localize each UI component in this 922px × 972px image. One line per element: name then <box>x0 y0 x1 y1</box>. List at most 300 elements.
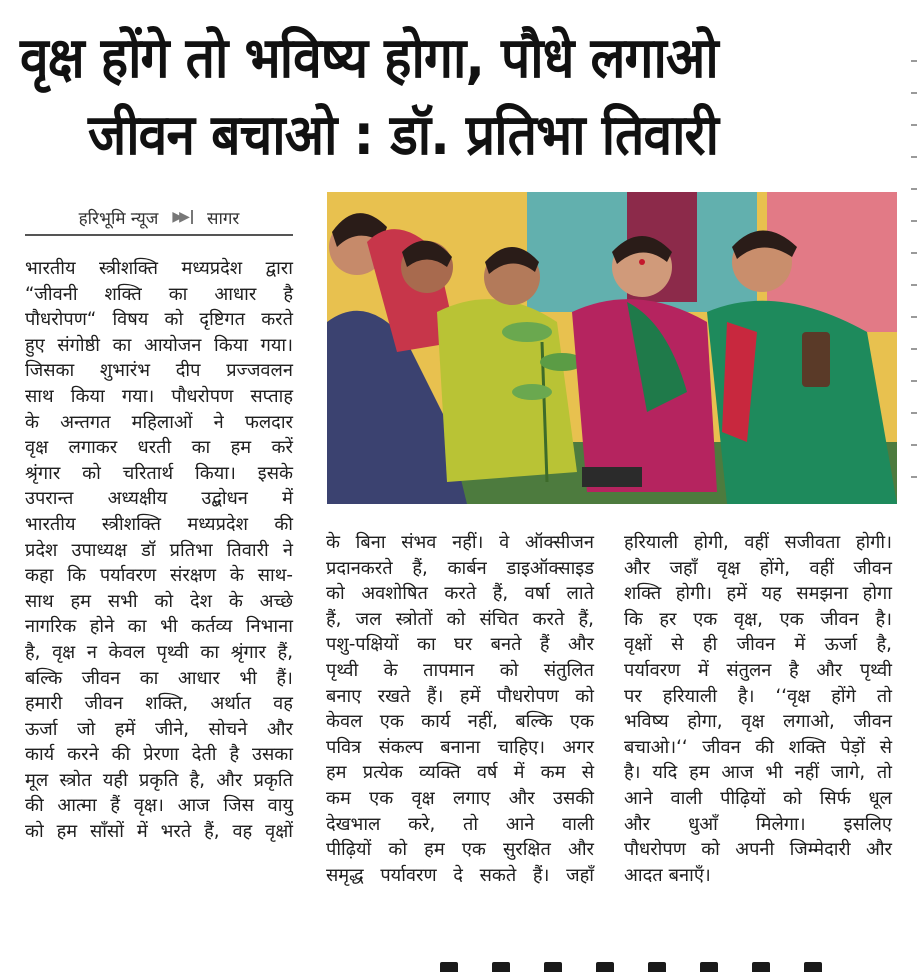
word: का <box>139 667 159 689</box>
word: भविष्य <box>624 711 669 733</box>
word: प्रकृति <box>253 769 293 791</box>
word: आने <box>505 813 535 835</box>
text-line <box>25 384 293 410</box>
text-line <box>25 819 293 845</box>
word: वृक्ष <box>411 787 435 809</box>
word: अन्तगत <box>60 411 111 433</box>
word: लाते <box>566 583 594 605</box>
word: जहाँ <box>669 557 698 579</box>
word: घर <box>454 634 473 656</box>
word: बचाओ।‘‘ <box>624 736 688 758</box>
glyph-fragment <box>596 962 614 972</box>
word: पीढ़ियों <box>720 787 766 809</box>
word: हैं, <box>326 608 342 630</box>
word: संरक्षण <box>170 565 216 587</box>
word: के <box>326 532 340 553</box>
word: है <box>283 283 293 305</box>
word: बल्कि <box>25 667 63 689</box>
word: करे, <box>408 813 436 835</box>
text-line <box>25 461 293 487</box>
text-line <box>25 486 293 512</box>
word: कम <box>326 787 351 809</box>
text-line <box>25 538 293 564</box>
word: महिलाओं <box>131 411 193 433</box>
word: संतुलन <box>726 659 772 681</box>
word: होगी। <box>855 532 892 553</box>
word: आने <box>624 787 653 809</box>
word: का <box>112 334 132 356</box>
word: वृक्ष <box>716 557 741 579</box>
word: शक्ति <box>104 283 142 305</box>
word: वहीं <box>809 557 835 579</box>
word: सभी <box>107 590 138 612</box>
word: प्रदेश <box>25 539 58 561</box>
word: अच्छे <box>259 590 293 612</box>
word: वृक्षों <box>624 634 652 656</box>
word: प्रदानकरते <box>326 557 393 579</box>
word: होंगे <box>831 685 856 707</box>
word: वहीं <box>744 532 769 553</box>
text-line <box>25 307 293 333</box>
word: सकते <box>479 864 517 886</box>
text-line <box>25 768 293 794</box>
word: आत्मा <box>57 795 97 817</box>
word: प्रेरणा <box>143 744 179 766</box>
word: प्रकृति <box>139 769 179 791</box>
word: गया। <box>260 334 293 356</box>
word: व्यक्ति <box>419 762 461 784</box>
word: वह <box>273 693 293 715</box>
word: की <box>111 744 131 766</box>
word: कार्बन <box>447 557 487 579</box>
word: जिस <box>223 795 254 817</box>
word: देश <box>189 590 213 612</box>
word: ने <box>282 539 293 561</box>
word: जो <box>77 718 96 740</box>
word: केवल <box>326 711 363 733</box>
word: की <box>755 736 774 758</box>
word: हैं <box>539 634 550 656</box>
word: वे <box>499 532 510 553</box>
word: आधार <box>214 283 257 305</box>
word: तो <box>876 685 892 707</box>
word: सोचने <box>208 718 248 740</box>
text-line <box>25 793 293 819</box>
word: तो <box>462 813 479 835</box>
text-line <box>624 556 892 582</box>
word: कम <box>540 762 566 784</box>
word: जीवन <box>853 711 892 733</box>
text-line <box>326 556 594 582</box>
word: भारतीय <box>25 513 76 535</box>
byline <box>25 200 293 236</box>
word: स्त्रोतों <box>395 608 433 630</box>
word: हमें <box>726 583 748 605</box>
adjacent-column-edge <box>907 40 922 960</box>
word: जिम्मेदारी <box>789 839 851 861</box>
text-line <box>25 614 293 640</box>
word: प्रत्येक <box>362 762 403 784</box>
word: एक <box>693 608 718 630</box>
word: चाहिए। <box>497 736 546 758</box>
edge-mark <box>911 156 917 158</box>
word: और <box>865 839 892 861</box>
word: कि <box>67 565 86 587</box>
word: “जीवनी <box>25 283 78 305</box>
word: तापमान <box>423 659 475 681</box>
word: बनाएँ। <box>668 864 711 886</box>
word: पौधरोपण“ <box>25 309 97 331</box>
word: इसके <box>257 462 293 484</box>
word: श्रृंगार <box>230 641 266 663</box>
word: कहा <box>25 565 54 587</box>
text-line <box>624 863 892 889</box>
edge-mark <box>911 124 917 126</box>
word: हरियाली <box>624 532 679 553</box>
word: होगा, <box>687 711 723 733</box>
photo-illustration <box>327 192 897 504</box>
word: हम <box>230 437 252 459</box>
text-line <box>624 632 892 658</box>
word: में <box>794 634 806 656</box>
word: पौधरोपण <box>496 685 559 707</box>
word: पीढ़ियों <box>326 839 372 861</box>
word: पृथ्वी <box>326 659 359 681</box>
word: सजीवता <box>784 532 841 553</box>
word: वह <box>232 821 253 843</box>
word: वृक्ष <box>25 437 49 459</box>
word: करते <box>444 583 477 605</box>
word: नहीं। <box>452 532 484 553</box>
word: ऊर्जा <box>824 634 858 656</box>
word: मध्यप्रदेश <box>187 513 248 535</box>
word: का <box>127 616 147 638</box>
word: देती <box>191 744 217 766</box>
edge-mark <box>911 284 917 286</box>
word: जीवन <box>820 608 859 630</box>
word: रखते <box>377 685 411 707</box>
word: हैं। <box>276 667 293 689</box>
text-line <box>25 435 293 461</box>
edge-mark <box>911 444 917 446</box>
word: हम <box>424 839 445 861</box>
word: पर्यावरण <box>380 864 437 886</box>
word: और <box>567 839 594 861</box>
word: हैं, <box>277 641 293 663</box>
word: में <box>513 762 525 784</box>
word: से <box>879 736 892 758</box>
word: यह <box>761 583 782 605</box>
word: बिना <box>355 532 386 553</box>
word: अर्थात <box>210 693 251 715</box>
word: की <box>274 513 293 535</box>
word: पर <box>624 685 642 707</box>
word: बनाना <box>440 736 481 758</box>
word: ‘‘वृक्ष <box>775 685 811 707</box>
word: मूल <box>25 769 49 791</box>
word: शक्ति, <box>145 693 189 715</box>
word: निभाना <box>245 616 293 638</box>
text-line <box>25 256 293 282</box>
word: वाली <box>562 813 594 835</box>
word: साथ <box>25 590 54 612</box>
word: लगाए <box>452 787 491 809</box>
word: विषय <box>112 309 149 331</box>
word: करें <box>271 437 293 459</box>
edge-mark <box>911 220 917 222</box>
word: साथ <box>25 385 54 407</box>
word: हैं <box>110 795 121 817</box>
word: और <box>216 769 243 791</box>
word: हम <box>56 821 78 843</box>
word: नहीं <box>794 762 820 784</box>
word: कार्य <box>421 711 451 733</box>
word: उपाध्यक्ष <box>71 539 127 561</box>
text-line <box>326 530 594 556</box>
word: करते <box>261 309 293 331</box>
word: शक्ति <box>788 736 826 758</box>
word: हुए <box>25 334 45 356</box>
word: और <box>266 718 293 740</box>
text-line <box>326 812 594 838</box>
word: है, <box>189 769 206 791</box>
word: नहीं, <box>467 711 498 733</box>
word: हैं, <box>578 608 594 630</box>
word: हरियाली <box>662 685 717 707</box>
text-line <box>25 563 293 589</box>
word: को <box>446 608 466 630</box>
word: पशु-पक्षियों <box>326 634 399 656</box>
edge-mark <box>911 252 917 254</box>
word: संगोष्ठी <box>57 334 101 356</box>
word: पेड़ों <box>840 736 866 758</box>
text-line <box>25 640 293 666</box>
word: अवशोषित <box>361 583 428 605</box>
word: तो <box>876 762 892 784</box>
word: वृक्ष। <box>133 795 164 817</box>
word: हर <box>659 608 677 630</box>
word: वृक्ष <box>741 711 765 733</box>
word: भारतीय <box>25 258 76 279</box>
fast-forward-icon: ▶▶ <box>172 209 193 225</box>
word: वृक्ष, <box>733 608 763 630</box>
word: किया <box>214 334 248 356</box>
word: भी <box>239 667 257 689</box>
word: समृद्ध <box>326 864 364 886</box>
word: लगाकर <box>68 437 118 459</box>
text-line <box>25 666 293 692</box>
word: दृष्टिगत <box>199 309 246 331</box>
word: है। <box>875 608 892 630</box>
word: भरते <box>160 821 192 843</box>
word: कि <box>624 608 643 630</box>
word: एक <box>369 787 394 809</box>
word: अध्यक्षीय <box>107 488 168 510</box>
word: स्त्रीशक्ति <box>99 258 159 279</box>
text-line <box>624 607 892 633</box>
word: प्रतिभा <box>169 539 213 561</box>
word: करने <box>67 744 99 766</box>
edge-mark <box>911 412 917 414</box>
word: भी <box>765 762 783 784</box>
word: प्रज्जवलन <box>226 360 293 382</box>
word: जीने, <box>154 718 190 740</box>
word: पर्यावरण <box>624 659 681 681</box>
word: को <box>25 821 44 843</box>
text-line <box>25 589 293 615</box>
word: है <box>229 744 240 766</box>
word: ने <box>213 411 224 433</box>
word: आधार <box>177 667 220 689</box>
word: वायु <box>267 795 293 817</box>
word: आदत <box>624 864 663 886</box>
text-line <box>25 717 293 743</box>
word: एक <box>461 839 486 861</box>
word: समझना <box>796 583 849 605</box>
word: में <box>282 488 293 510</box>
text-line <box>326 760 594 786</box>
text-line <box>624 684 892 710</box>
word: संकल्प <box>378 736 423 758</box>
word: जीवन <box>736 634 776 656</box>
word: के <box>229 565 244 587</box>
word: होने <box>89 616 115 638</box>
word: का <box>191 437 211 459</box>
word: जिसका <box>25 360 75 382</box>
word: शक्ति <box>624 583 662 605</box>
word: यदि <box>652 762 678 784</box>
word: और <box>567 634 594 656</box>
headline-line-2: जीवन बचाओ : डॉ. प्रतिभा तिवारी <box>88 103 719 168</box>
word: हमें <box>114 718 136 740</box>
word: केवल <box>108 641 145 663</box>
edge-mark <box>911 316 917 318</box>
word: साँसों <box>89 821 124 843</box>
word: स्त्रीशक्ति <box>101 513 161 535</box>
word: से <box>581 762 594 784</box>
word: एक <box>569 711 594 733</box>
word: हैं, <box>412 557 428 579</box>
word: को <box>783 787 802 809</box>
word: ही <box>702 634 718 656</box>
word: फलदार <box>244 411 293 433</box>
text-line <box>326 684 594 710</box>
word: उपरान्त <box>25 488 74 510</box>
word: मिलेगा। <box>755 813 806 835</box>
word: वाली <box>670 787 703 809</box>
word: हमें <box>459 685 481 707</box>
word: का <box>168 283 188 305</box>
word: संचित <box>479 608 519 630</box>
word: होंगे, <box>759 557 791 579</box>
word: दीप <box>175 360 201 382</box>
word: वृक्षों <box>265 821 293 843</box>
text-line <box>25 742 293 768</box>
text-line <box>25 282 293 308</box>
glyph-fragment <box>544 962 562 972</box>
glyph-fragment <box>752 962 770 972</box>
article-photo <box>327 192 897 504</box>
word: धरती <box>137 437 172 459</box>
word: में <box>697 659 709 681</box>
glyph-fragment <box>804 962 822 972</box>
word: अपनी <box>735 839 775 861</box>
word: किया <box>70 385 105 407</box>
word: को <box>82 462 101 484</box>
text-line <box>624 709 892 735</box>
word: वर्ष <box>476 762 498 784</box>
word: होगी। <box>675 583 712 605</box>
word: ऊर्जा <box>25 718 58 740</box>
word: भी <box>160 616 178 638</box>
word: नागरिक <box>25 616 77 638</box>
word: बनाए <box>326 685 362 707</box>
word: धूल <box>868 787 892 809</box>
word: साथ- <box>257 565 293 587</box>
word: मध्यप्रदेश <box>181 258 243 279</box>
word: हैं, <box>492 583 509 605</box>
text-line <box>624 760 892 786</box>
word: होगा <box>862 583 892 605</box>
word: पवित्र <box>326 736 362 758</box>
word: को <box>154 590 174 612</box>
word: एक <box>779 608 804 630</box>
article-column-1 <box>25 256 293 845</box>
text-line <box>326 607 594 633</box>
word: यही <box>102 769 128 791</box>
text-line <box>25 333 293 359</box>
word: के <box>383 659 398 681</box>
word: में <box>136 821 148 843</box>
word: को <box>575 685 594 707</box>
edge-mark <box>911 476 917 478</box>
word: को <box>701 839 720 861</box>
word: एक <box>379 711 404 733</box>
edge-mark <box>911 60 917 62</box>
word: किया। <box>195 462 236 484</box>
glyph-fragment <box>700 962 718 972</box>
text-line <box>326 863 594 889</box>
word: और <box>508 787 535 809</box>
word: हैं। <box>426 685 444 707</box>
word: हैं, <box>204 821 220 843</box>
text-line <box>326 709 594 735</box>
word: न <box>86 641 97 663</box>
word: आज <box>721 762 754 784</box>
word: पृथ्वी <box>859 659 892 681</box>
word: पौधरोपण <box>171 385 234 407</box>
word: है, <box>876 634 892 656</box>
text-line <box>326 837 594 863</box>
word: के <box>228 590 243 612</box>
word: बनते <box>490 634 522 656</box>
word: जीवन <box>84 693 124 715</box>
text-line <box>624 581 892 607</box>
word: जल <box>355 608 382 630</box>
edge-mark <box>911 188 917 190</box>
word: तिवारी <box>226 539 269 561</box>
word: को <box>388 839 408 861</box>
word: जहाँ <box>566 864 594 886</box>
text-line <box>25 410 293 436</box>
word: वर्षा <box>524 583 551 605</box>
word: जीवन <box>702 736 741 758</box>
word: संभव <box>401 532 437 553</box>
word: के <box>25 411 39 433</box>
word: ऑक्सीजन <box>524 532 594 553</box>
headline-line-1: वृक्ष होंगे तो भविष्य होगा, पौधे लगाओ <box>20 26 718 91</box>
word: लगाओ, <box>783 711 835 733</box>
